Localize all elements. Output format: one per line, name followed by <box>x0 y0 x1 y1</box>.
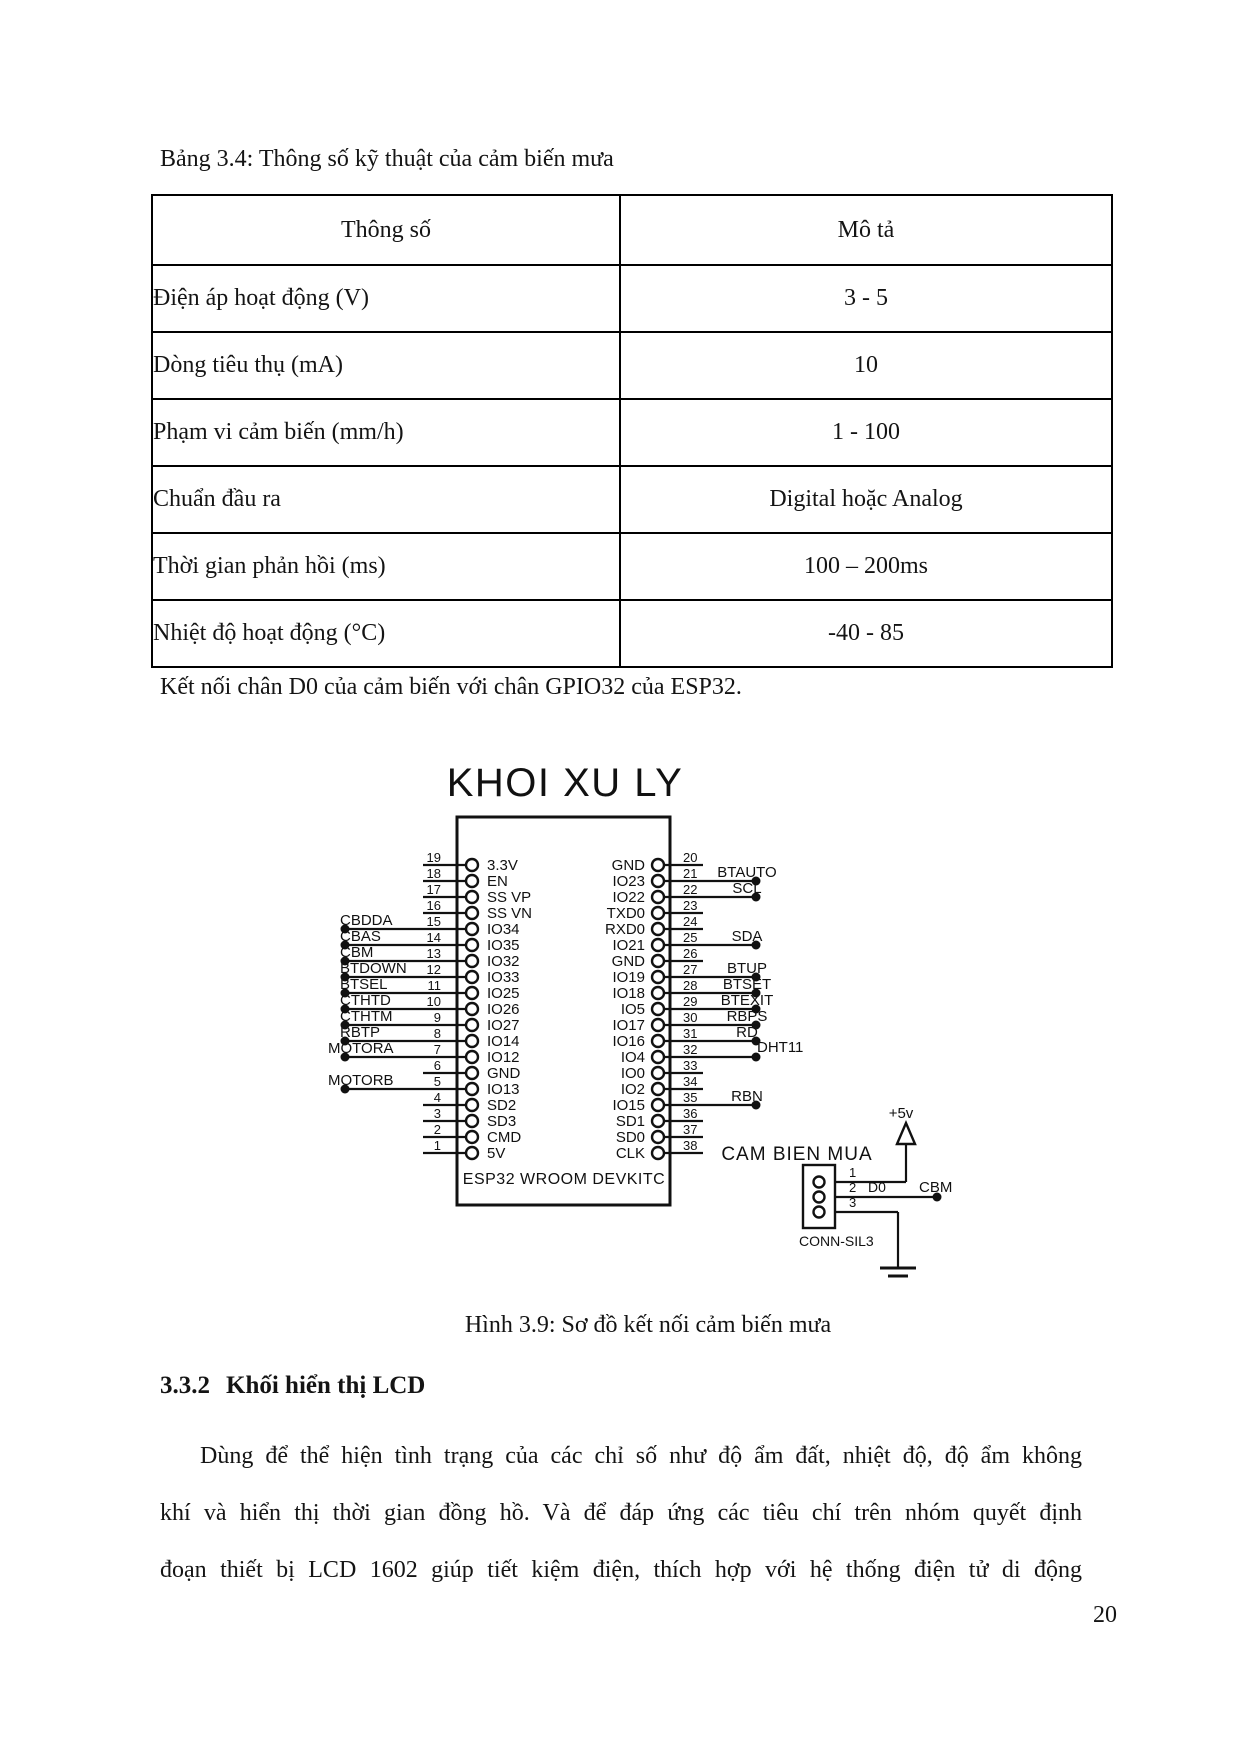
section-title: Khối hiển thị LCD <box>226 1372 426 1399</box>
pin-number: 25 <box>683 930 698 945</box>
pin-circle <box>466 875 478 887</box>
pin-circle <box>652 987 664 999</box>
rain-sensor-schematic <box>0 740 1240 1300</box>
pin-name: IO32 <box>487 953 520 970</box>
section-heading <box>160 1372 425 1400</box>
pin-name: IO4 <box>620 1049 645 1066</box>
pin-circle <box>466 939 478 951</box>
table-header-row <box>152 195 1112 265</box>
pin-name: IO14 <box>487 1033 520 1050</box>
pin-number: 13 <box>426 946 441 961</box>
pin-circle <box>466 1051 478 1063</box>
table-row <box>152 332 1112 399</box>
pin-name: IO16 <box>612 1033 645 1050</box>
pin-circle <box>466 987 478 999</box>
spec-table <box>151 194 1113 668</box>
pin-name: 3.3V <box>487 857 518 874</box>
pin-number: 22 <box>683 882 698 897</box>
pin-number: 3 <box>433 1106 441 1121</box>
desc-cell: Digital hoặc Analog <box>620 466 1112 533</box>
pin-number: 1 <box>433 1138 441 1153</box>
pin-circle <box>466 1131 478 1143</box>
pin-net-label: BTDOWN <box>340 960 407 977</box>
pin-circle <box>466 923 478 935</box>
desc-cell: 100 – 200ms <box>620 533 1112 600</box>
param-cell: Nhiệt độ hoạt động (°C) <box>152 600 620 667</box>
pin-number: 20 <box>683 850 698 865</box>
pin-net-label: BTSET <box>722 976 772 993</box>
pin-name: IO17 <box>612 1017 645 1034</box>
pin-circle <box>652 859 664 871</box>
pin-number: 15 <box>426 914 441 929</box>
pin-number: 6 <box>433 1058 441 1073</box>
pin-number: 14 <box>426 930 441 945</box>
pin-circle <box>652 1035 664 1047</box>
pin-number: 36 <box>683 1106 698 1121</box>
power-label: +5v <box>888 1105 914 1122</box>
pin-number: 38 <box>683 1138 698 1153</box>
pin-net-label: CBAS <box>340 928 381 945</box>
pin-number: 37 <box>683 1122 698 1137</box>
pin-number: 27 <box>683 962 698 977</box>
pin-number: 26 <box>683 946 698 961</box>
pin-number: 9 <box>433 1010 441 1025</box>
pin-number: 28 <box>683 978 698 993</box>
pin-circle <box>652 891 664 903</box>
pin-circle <box>466 1099 478 1111</box>
pin-number: 24 <box>683 914 698 929</box>
pin-number: 11 <box>427 978 441 993</box>
pin-name: IO18 <box>612 985 645 1002</box>
pin-circle <box>466 1035 478 1047</box>
pin-name: IO2 <box>620 1081 645 1098</box>
pin-circle <box>466 859 478 871</box>
pin-number: 8 <box>433 1026 441 1041</box>
pin-name: TXD0 <box>606 905 645 922</box>
pin-number: 19 <box>426 850 441 865</box>
esp32-chip-label: ESP32 WROOM DEVKITC <box>462 1171 666 1188</box>
pin-name: SS VN <box>487 905 533 922</box>
pin-net-label: RBN <box>731 1088 763 1105</box>
pin-net-label: BTEXIT <box>720 992 774 1009</box>
table-title: Bảng 3.4: Thông số kỹ thuật của cảm biến mưa <box>160 146 614 172</box>
pin-net-label: CBDDA <box>340 912 393 929</box>
page-number: 20 <box>1093 1602 1117 1628</box>
pin-name: IO21 <box>612 937 645 954</box>
rain-sensor-title: CAM BIEN MUA <box>721 1144 873 1165</box>
param-cell: Dòng tiêu thụ (mA) <box>152 332 620 399</box>
pin-net-label: CBM <box>340 944 374 961</box>
pin-name: SD2 <box>487 1097 517 1114</box>
pin-number: 29 <box>683 994 698 1009</box>
table-row <box>152 600 1112 667</box>
pin-net-label: BTAUTO <box>717 864 777 881</box>
pin-number: 16 <box>426 898 441 913</box>
pin-name: IO34 <box>487 921 520 938</box>
net-label-cbm: CBM <box>919 1179 953 1196</box>
pin-circle <box>466 971 478 983</box>
pin-name: SD3 <box>487 1113 517 1130</box>
pin-name: GND <box>611 953 645 970</box>
pin-number: 7 <box>433 1042 441 1057</box>
pin-name: CLK <box>615 1145 645 1162</box>
pin-name: IO33 <box>487 969 520 986</box>
param-cell: Điện áp hoạt động (V) <box>152 265 620 332</box>
pin-number: 12 <box>426 962 441 977</box>
pin-net-label: DHT11 <box>757 1039 804 1056</box>
pin-circle <box>466 891 478 903</box>
pin-circle <box>652 955 664 967</box>
pin-number: 21 <box>683 866 698 881</box>
pin-name: SS VP <box>487 889 532 906</box>
desc-cell: 1 - 100 <box>620 399 1112 466</box>
pin-circle <box>466 1067 478 1079</box>
pin-net-label: CTHTM <box>340 1008 393 1025</box>
pin-name: 5V <box>487 1145 506 1162</box>
param-cell: Phạm vi cảm biến (mm/h) <box>152 399 620 466</box>
pin-circle <box>652 1099 664 1111</box>
pin-circle <box>652 971 664 983</box>
pin-name: SD1 <box>615 1113 645 1130</box>
pin-circle <box>652 1147 664 1159</box>
pin-name: GND <box>611 857 645 874</box>
section-number: 3.3.2 <box>160 1372 210 1399</box>
rain-sensor-connector-group <box>721 1105 952 1276</box>
connector-pin-number: 3 <box>849 1195 857 1210</box>
pin-name: RXD0 <box>604 921 645 938</box>
param-cell: Thời gian phản hồi (ms) <box>152 533 620 600</box>
pin-number: 4 <box>433 1090 441 1105</box>
pin-circle <box>466 907 478 919</box>
connector-pin-circle <box>814 1207 825 1218</box>
pin-circle <box>652 1051 664 1063</box>
connector-pin-label: D0 <box>868 1179 886 1195</box>
pin-number: 23 <box>683 898 698 913</box>
pin-name: IO0 <box>620 1065 645 1082</box>
pin-circle <box>466 955 478 967</box>
pin-name: IO5 <box>620 1001 645 1018</box>
pin-circle <box>652 1067 664 1079</box>
pin-circle <box>652 923 664 935</box>
pin-number: 10 <box>426 994 441 1009</box>
pin-name: IO15 <box>612 1097 645 1114</box>
connector-pin-circle <box>814 1177 825 1188</box>
pin-circle <box>652 1003 664 1015</box>
pin-circle <box>466 1003 478 1015</box>
paragraph-line: khí và hiển thị thời gian đồng hồ. Và để đáp ứng các tiêu chí trên nhóm quyết định <box>160 1500 1082 1526</box>
pin-net-label: MOTORB <box>328 1072 394 1089</box>
figure-caption: Hình 3.9: Sơ đồ kết nối cảm biến mưa <box>464 1312 832 1338</box>
pin-circle <box>466 1083 478 1095</box>
pin-circle <box>466 1019 478 1031</box>
pin-number: 2 <box>433 1122 441 1137</box>
pin-circle <box>652 939 664 951</box>
pin-name: IO12 <box>487 1049 520 1066</box>
pin-net-label: RBTP <box>340 1024 381 1041</box>
pin-name: SD0 <box>615 1129 645 1146</box>
pin-number: 18 <box>426 866 441 881</box>
pin-name: IO19 <box>612 969 645 986</box>
pin-number: 17 <box>426 882 441 897</box>
pin-name: IO23 <box>612 873 645 890</box>
connector-type-label: CONN-SIL3 <box>799 1233 874 1249</box>
pin-net-label: CTHTD <box>340 992 391 1009</box>
body-paragraph <box>160 1428 1082 1599</box>
pin-net-label: MOTORA <box>328 1040 394 1057</box>
pin-number: 32 <box>683 1042 698 1057</box>
connector-pin-number: 2 <box>849 1180 857 1195</box>
param-cell: Chuẩn đầu ra <box>152 466 620 533</box>
note-text: Kết nối chân D0 của cảm biến với chân GPIO32 của ESP32. <box>160 674 742 700</box>
pin-circle <box>652 875 664 887</box>
paragraph-line: Dùng để thể hiện tình trạng của các chỉ số như độ ẩm đất, nhiệt độ, độ ẩm không <box>200 1443 1082 1469</box>
desc-cell: 10 <box>620 332 1112 399</box>
pin-net-label: BTSEL <box>340 976 388 993</box>
pin-circle <box>466 1115 478 1127</box>
pin-circle <box>652 907 664 919</box>
col-header-param: Thông số <box>152 195 620 265</box>
pin-number: 34 <box>683 1074 698 1089</box>
col-header-desc: Mô tả <box>620 195 1112 265</box>
pin-name: IO27 <box>487 1017 520 1034</box>
pin-circle <box>652 1083 664 1095</box>
pin-name: IO22 <box>612 889 645 906</box>
paragraph-line: đoạn thiết bị LCD 1602 giúp tiết kiệm điện, thích hợp với hệ thống điện tử di động <box>160 1557 1082 1583</box>
pin-circle <box>652 1019 664 1031</box>
chip-pins-layer <box>328 850 803 1162</box>
pin-name: GND <box>487 1065 521 1082</box>
pin-net-label: SDA <box>731 928 763 945</box>
pin-number: 5 <box>433 1074 441 1089</box>
power-arrow-icon <box>897 1123 915 1144</box>
table-row <box>152 265 1112 332</box>
pin-net-label: RBPS <box>726 1008 768 1025</box>
pin-name: IO13 <box>487 1081 520 1098</box>
pin-net-label: RD <box>736 1024 758 1041</box>
table-row <box>152 466 1112 533</box>
pin-number: 33 <box>683 1058 698 1073</box>
desc-cell: -40 - 85 <box>620 600 1112 667</box>
pin-name: IO35 <box>487 937 520 954</box>
pin-circle <box>466 1147 478 1159</box>
pin-net-label: BTUP <box>726 960 768 977</box>
pin-circle <box>652 1115 664 1127</box>
table-row <box>152 533 1112 600</box>
pin-number: 35 <box>683 1090 698 1105</box>
connector-pin-circle <box>814 1192 825 1203</box>
pin-name: IO25 <box>487 985 520 1002</box>
pin-name: IO26 <box>487 1001 520 1018</box>
connector-pin-number: 1 <box>849 1165 857 1180</box>
pin-name: CMD <box>487 1129 522 1146</box>
pin-circle <box>652 1131 664 1143</box>
pin-number: 30 <box>683 1010 698 1025</box>
table-row <box>152 399 1112 466</box>
desc-cell: 3 - 5 <box>620 265 1112 332</box>
pin-net-label: SCL <box>732 880 762 897</box>
pin-name: EN <box>487 873 508 890</box>
pin-number: 31 <box>683 1026 698 1041</box>
schematic-title: KHOI XU LY <box>446 761 684 805</box>
